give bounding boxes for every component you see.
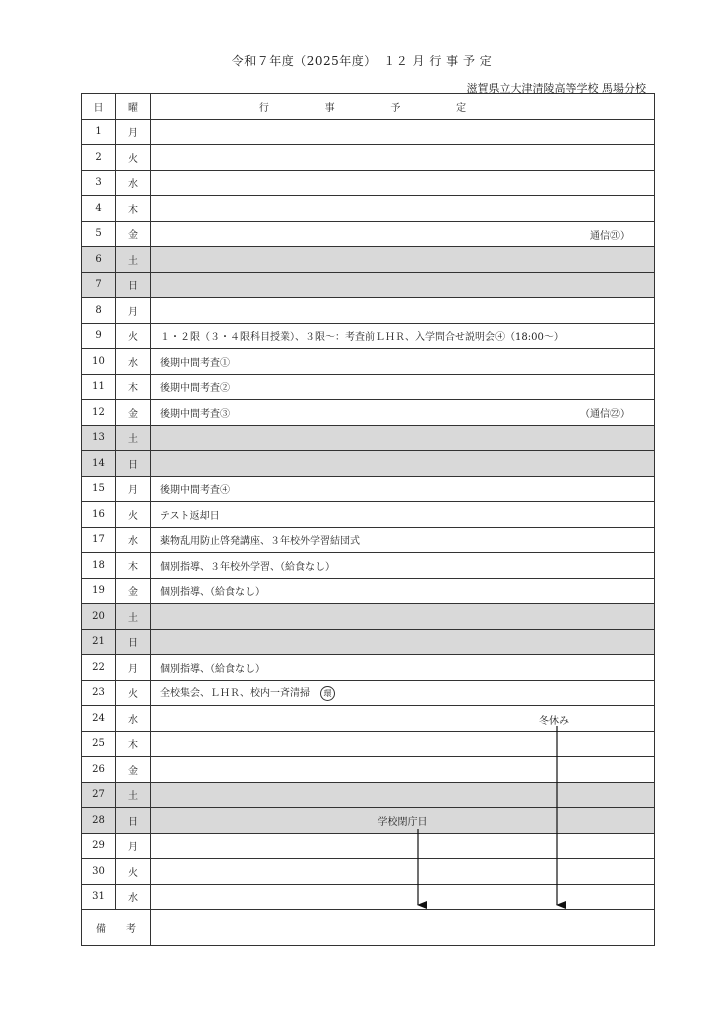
table-row	[82, 731, 655, 757]
event-cell	[151, 196, 655, 222]
table-row	[82, 859, 655, 885]
day-cell: 11	[82, 374, 116, 400]
event-cell	[151, 400, 655, 426]
event-text: 後期中間考査④	[160, 485, 230, 497]
event-cell	[151, 553, 655, 579]
day-cell: 18	[82, 553, 116, 579]
weekday-cell: 土	[116, 782, 151, 808]
remarks-label	[82, 910, 151, 946]
day-cell: 10	[82, 349, 116, 375]
weekday-cell: 火	[116, 502, 151, 528]
page-title: 令和７年度（2025年度） １２ 月 行 事 予 定	[231, 54, 493, 68]
table-header-row	[82, 94, 655, 120]
day-cell: 19	[82, 578, 116, 604]
event-cell	[151, 451, 655, 477]
weekday-cell: 水	[116, 884, 151, 910]
event-text: 個別指導、（給食なし）	[160, 663, 265, 675]
table-row	[82, 196, 655, 222]
day-cell: 2	[82, 145, 116, 171]
table-row	[82, 578, 655, 604]
day-cell: 13	[82, 425, 116, 451]
header-events-char: 予	[390, 102, 401, 114]
event-cell	[151, 349, 655, 375]
schedule-body	[82, 119, 655, 910]
table-row	[82, 425, 655, 451]
day-cell: 15	[82, 476, 116, 502]
event-cell	[151, 604, 655, 630]
day-cell: 21	[82, 629, 116, 655]
table-row	[82, 680, 655, 706]
weekday-cell: 水	[116, 706, 151, 732]
day-cell: 20	[82, 604, 116, 630]
day-cell: 26	[82, 757, 116, 783]
remarks-label-char: 備	[96, 924, 106, 935]
event-cell	[151, 833, 655, 859]
school-closure-label: 学校閉庁日	[377, 817, 428, 828]
event-cell	[151, 272, 655, 298]
day-cell: 17	[82, 527, 116, 553]
table-row	[82, 272, 655, 298]
event-text: 薬物乱用防止啓発講座、３年校外学習結団式	[160, 536, 360, 548]
event-cell	[151, 757, 655, 783]
table-row	[82, 298, 655, 324]
event-cell	[151, 221, 655, 247]
event-text: 後期中間考査①	[160, 357, 230, 369]
day-cell: 1	[82, 119, 116, 145]
table-row	[82, 247, 655, 273]
weekday-cell: 火	[116, 323, 151, 349]
event-cell	[151, 731, 655, 757]
table-row	[82, 400, 655, 426]
table-row	[82, 502, 655, 528]
day-cell: 29	[82, 833, 116, 859]
weekday-cell: 水	[116, 527, 151, 553]
day-cell: 22	[82, 655, 116, 681]
event-cell	[151, 374, 655, 400]
remarks-content	[151, 910, 655, 946]
day-cell: 27	[82, 782, 116, 808]
correspondence-note: 通信㉑）	[590, 230, 630, 242]
day-cell: 30	[82, 859, 116, 885]
weekday-cell: 日	[116, 272, 151, 298]
day-cell: 28	[82, 808, 116, 834]
event-text: 個別指導、３年校外学習、（給食なし）	[160, 561, 335, 573]
table-row	[82, 782, 655, 808]
event-cell	[151, 884, 655, 910]
day-cell: 6	[82, 247, 116, 273]
table-row	[82, 323, 655, 349]
header-events	[151, 94, 655, 120]
weekday-cell: 木	[116, 374, 151, 400]
event-cell	[151, 782, 655, 808]
weekday-cell: 水	[116, 170, 151, 196]
weekday-cell: 土	[116, 247, 151, 273]
event-cell	[151, 323, 655, 349]
table-row	[82, 757, 655, 783]
header-events-char: 行	[258, 102, 269, 114]
event-cell	[151, 859, 655, 885]
weekday-cell: 木	[116, 731, 151, 757]
header-day: 日	[82, 94, 116, 120]
table-row	[82, 604, 655, 630]
day-cell: 31	[82, 884, 116, 910]
remarks-label-char: 考	[126, 924, 136, 935]
event-cell	[151, 119, 655, 145]
weekday-cell: 土	[116, 604, 151, 630]
weekday-cell: 金	[116, 221, 151, 247]
weekday-cell: 土	[116, 425, 151, 451]
weekday-cell: 火	[116, 859, 151, 885]
table-row	[82, 527, 655, 553]
event-cell	[151, 706, 655, 732]
table-row	[82, 451, 655, 477]
weekday-cell: 金	[116, 578, 151, 604]
correspondence-note: （通信㉒）	[580, 409, 630, 420]
winter-break-label: 冬休み	[539, 716, 569, 727]
schedule-table	[81, 93, 655, 946]
event-cell	[151, 502, 655, 528]
weekday-cell: 火	[116, 145, 151, 171]
event-text: 全校集会、ＬＨＲ、校内一斉清掃	[160, 688, 310, 700]
school-name: 滋賀県立大津清陵高等学校 馬場分校	[466, 82, 646, 95]
table-row	[82, 221, 655, 247]
event-cell	[151, 170, 655, 196]
weekday-cell: 日	[116, 451, 151, 477]
weekday-cell: 金	[116, 400, 151, 426]
day-cell: 12	[82, 400, 116, 426]
table-row	[82, 170, 655, 196]
header-events-char: 事	[324, 102, 335, 114]
weekday-cell: 火	[116, 680, 151, 706]
day-cell: 9	[82, 323, 116, 349]
day-cell: 3	[82, 170, 116, 196]
table-row	[82, 884, 655, 910]
table-row	[82, 808, 655, 834]
day-cell: 7	[82, 272, 116, 298]
event-cell	[151, 808, 655, 834]
event-text: 個別指導、（給食なし）	[160, 587, 265, 599]
event-text: １・２限（３・４限科目授業）、３限～：考査前ＬＨＲ、入学問合せ説明会④（18:00～）	[160, 332, 564, 344]
table-row	[82, 349, 655, 375]
weekday-cell: 月	[116, 298, 151, 324]
header-events-char: 定	[456, 102, 467, 114]
day-cell: 23	[82, 680, 116, 706]
day-cell: 4	[82, 196, 116, 222]
weekday-cell: 月	[116, 119, 151, 145]
event-text: テスト返却日	[160, 510, 220, 522]
weekday-cell: 水	[116, 349, 151, 375]
event-cell	[151, 247, 655, 273]
day-cell: 16	[82, 502, 116, 528]
event-cell	[151, 298, 655, 324]
event-cell	[151, 629, 655, 655]
weekday-cell: 日	[116, 629, 151, 655]
table-row	[82, 476, 655, 502]
weekday-cell: 月	[116, 655, 151, 681]
weekday-cell: 金	[116, 757, 151, 783]
table-row	[82, 374, 655, 400]
day-cell: 25	[82, 731, 116, 757]
event-text: 後期中間考査②	[160, 383, 230, 395]
weekday-cell: 月	[116, 833, 151, 859]
table-row	[82, 145, 655, 171]
table-row	[82, 119, 655, 145]
day-cell: 5	[82, 221, 116, 247]
table-row	[82, 833, 655, 859]
day-cell: 8	[82, 298, 116, 324]
day-cell: 14	[82, 451, 116, 477]
event-cell	[151, 476, 655, 502]
day-cell: 24	[82, 706, 116, 732]
header-weekday: 曜	[116, 94, 151, 120]
event-cell	[151, 680, 655, 706]
event-cell	[151, 578, 655, 604]
table-row	[82, 553, 655, 579]
weekday-cell: 日	[116, 808, 151, 834]
weekday-cell: 月	[116, 476, 151, 502]
event-text: 後期中間考査③	[160, 408, 230, 420]
remarks-row	[82, 910, 655, 946]
weekday-cell: 木	[116, 196, 151, 222]
environment-mark-icon: 環	[320, 686, 335, 701]
event-cell	[151, 527, 655, 553]
event-cell	[151, 655, 655, 681]
weekday-cell: 木	[116, 553, 151, 579]
table-row	[82, 629, 655, 655]
table-row	[82, 655, 655, 681]
event-cell	[151, 425, 655, 451]
event-cell	[151, 145, 655, 171]
